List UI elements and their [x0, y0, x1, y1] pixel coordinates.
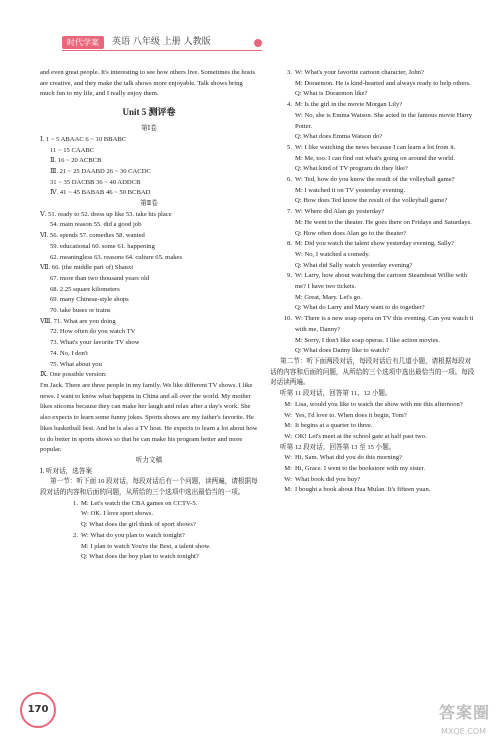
speaker: W:	[284, 475, 292, 483]
dialogue-text: Hi, Grace. I went to the bookstore with my sister.	[295, 465, 426, 473]
answer-line: 62. meaningless 63. reasons 64. culture 65. makes	[50, 253, 183, 261]
dialogue-line	[270, 303, 476, 314]
sample-essay: I'm Jack. There are three people in my family. We like different TV shows. I like news. I want to know what happens in China and all over the world. My mother likes sitcoms because they can make her laugh and relax after a day's work. She also expects to learn some funny jokes. Sports shows are my father's favorite. He likes basketball best. And he is also a TV host. He expects to learn a lot about how to do better in sports shows so that he can make his program better and more popular.	[40, 381, 258, 454]
dialogue-line	[270, 207, 476, 218]
dialogue-text: M: Sorry, I don't like soap operas. I like action movies.	[295, 336, 440, 344]
dialogue-1: 1. M: Let's watch the CBA games on CCTV-5. W: OK. I love sport shows. Q: What does the girl think of sport shows?	[73, 499, 198, 529]
dialogue-line	[270, 314, 476, 335]
dialogue-text: What book did you buy?	[295, 475, 361, 483]
answer-line: 75. What about you	[50, 360, 102, 368]
answer-line: Ⅱ. 16 ~ 20 ACBCB	[50, 157, 102, 165]
dialogue-line	[270, 411, 476, 422]
dialogue-number	[270, 229, 295, 240]
dialogue-text: M: I watched it on TV yesterday evening.	[295, 186, 405, 194]
dialogue-text: M: Doraemon. He is kind-hearted and always ready to help others.	[295, 79, 471, 87]
dialogue-number	[270, 336, 295, 347]
dialogue-text: Q: What is Doraemon like?	[295, 90, 368, 98]
watermark-url: MXQE.COM	[440, 727, 486, 736]
answer-line: Ⅰ. 1 ~ 5 ABAAC 6 ~ 10 BBABC	[40, 135, 127, 143]
speaker: M:	[284, 400, 292, 408]
dialogue-line	[270, 336, 476, 347]
dialogue-number	[270, 79, 295, 90]
dialogue-text: Q: What did Sally watch yesterday evening?	[295, 261, 413, 269]
dialogue-6	[270, 175, 476, 207]
dialogue-text: Q: What does Danny like to watch?	[295, 347, 389, 355]
dialogue-line	[270, 154, 476, 165]
dialogue-line	[270, 293, 476, 304]
dialogue-text: W: No, I watched a comedy.	[295, 250, 370, 258]
answer-line: 74. No, I don't	[50, 349, 89, 357]
watermark: 答案圈	[438, 703, 490, 722]
answer-line: 68. 2.25 square kilometers	[50, 285, 120, 293]
speaker: W:	[284, 454, 292, 462]
answer-line: 67. more than two thousand years old	[50, 274, 150, 282]
dialogue-number: 8.	[287, 240, 292, 248]
series-badge: 时代学案	[62, 36, 104, 49]
volume-2-heading: 第Ⅱ卷	[140, 200, 158, 208]
dialogue-number	[270, 218, 295, 229]
dialogue-line	[270, 346, 476, 357]
unit-title: Unit 5 测评卷	[122, 107, 176, 118]
dialogue-line	[270, 261, 476, 272]
section-1-instructions: 第一节：听下面 10 段对话，每段对话后有一个问题，读两遍，请根据每段对话的内容和后面的问题，从所给的三个选项中选出最恰当的一项。	[40, 478, 258, 497]
book-title: 英语 八年级 上册 人教版	[112, 37, 211, 47]
section-1-heading: Ⅰ. 听对话，选答案	[40, 467, 93, 475]
dialogue-line	[270, 100, 476, 111]
dialogue-number: 7.	[287, 208, 292, 216]
page-number: 170	[20, 692, 56, 728]
dialogue-text: W: Ted, how do you know the result of the volleyball game?	[295, 176, 455, 184]
answer-line: Ⅴ. 51. ready to 52. dress up like 53. take his place	[40, 210, 172, 218]
answer-line: 54. main reason 55. did a good job	[50, 221, 142, 229]
dialogue-text: Q: What kind of TV program do they like?	[295, 165, 408, 173]
right-column	[270, 68, 476, 496]
dialogue-text: OK! Let's meet at the school gate at half past two.	[295, 432, 427, 440]
dialogue-line	[270, 79, 476, 90]
dialogue-line	[270, 89, 476, 100]
speaker: W:	[284, 432, 292, 440]
dialogue-9	[270, 271, 476, 314]
dialogue-number: 3.	[287, 69, 292, 76]
dialogue-11	[270, 400, 476, 443]
section-2-instructions: 第二节：听下面两段对话，每段对话后有几道小题，请根据每段对话的内容和后面的问题，从所给的三个选项中选出最恰当的一项。每段对话读两遍。	[270, 357, 475, 387]
dialogue-2: 2. W: What do you plan to watch tonight? M: I plan to watch You're the Best, a talent show. Q: What does the boy plan to watch tonight?	[73, 531, 211, 561]
answer-line: Ⅶ. 66. (the middle part of) Shanxi	[40, 264, 134, 272]
dialogue-number	[270, 154, 295, 165]
dialogue-number: 5.	[287, 143, 292, 151]
header-dot-icon	[254, 39, 262, 47]
dialogue-line	[270, 218, 476, 229]
dialogue-text: It begins at a quarter to three.	[295, 422, 373, 430]
dialogue-number	[270, 196, 295, 207]
dialogue-line	[270, 132, 476, 143]
answer-line: 70. take buses or trains	[50, 307, 111, 315]
speaker: M:	[284, 422, 292, 430]
answer-line: Ⅲ. 21 ~ 25 DAABD 26 ~ 30 CACDC	[50, 167, 151, 175]
dialogue-number	[270, 346, 295, 357]
dialogue-line	[270, 432, 476, 443]
speaker: M:	[284, 486, 292, 494]
dialogue-number	[270, 303, 295, 314]
dialogue-line	[270, 175, 476, 186]
dialogue-line	[270, 485, 476, 496]
dialogue-number: 4.	[287, 101, 292, 109]
essay-continuation: and even great people. It's interesting to see how others live. Sometimes the hosts are creative, and they make the talk shows more enjoyable. Talk shows bring much fun to my life, and I really enjoy them.	[40, 69, 255, 98]
dialogue-line	[270, 239, 476, 250]
dialogue-text: Q: How does Ted know the result of the volleyball game?	[295, 197, 448, 205]
dialogue-number	[270, 89, 295, 100]
answer-line: 59. educational 60. some 61. happening	[50, 242, 155, 250]
dialogue-line	[270, 453, 476, 464]
dialogue-line	[270, 111, 476, 132]
dialogue-text: M: Is the girl in the movie Morgan Lily?	[295, 101, 403, 109]
dialogue-11-heading: 听第 11 段对话，回答第 11、12 小题。	[280, 390, 392, 398]
dialogue-text: W: I like watching the news because I can learn a lot from it.	[295, 143, 456, 151]
dialogue-number: 9.	[287, 272, 292, 280]
dialogue-line	[270, 400, 476, 411]
dialogue-text: Hi, Sam. What did you do this morning?	[295, 454, 403, 462]
answer-line: Ⅷ. 71. What are you doing	[40, 317, 116, 325]
answer-line: Ⅳ. 41 ~ 45 BABAB 46 ~ 50 BCBAD	[50, 189, 151, 197]
dialogue-text: W: No, she is Emma Watson. She acted in the famous movie Harry Potter.	[295, 111, 473, 130]
dialogue-line	[270, 164, 476, 175]
dialogue-text: I bought a book about Hua Mulan. It's fifteen yuan.	[295, 486, 431, 494]
dialogue-line	[270, 196, 476, 207]
dialogue-line	[270, 421, 476, 432]
answer-line: 31 ~ 35 DACBB 36 ~ 40 ADDCB	[50, 178, 141, 186]
dialogue-text: W: Where did Alan go yesterday?	[295, 208, 385, 216]
header-rule	[62, 50, 262, 51]
listening-script-title: 听力文稿	[135, 456, 163, 464]
dialogue-number	[270, 293, 295, 304]
dialogue-line	[270, 186, 476, 197]
volume-1-heading: 第Ⅰ卷	[141, 125, 157, 133]
dialogue-12	[270, 453, 476, 496]
dialogue-text: W: What's your favorite cartoon character, John?	[295, 69, 424, 76]
dialogue-10	[270, 314, 476, 357]
listening-dialogues	[270, 68, 476, 357]
dialogue-number	[270, 111, 295, 132]
answer-line: Ⅸ. One possible version:	[40, 371, 107, 379]
dialogue-number	[270, 261, 295, 272]
dialogue-number	[270, 164, 295, 175]
dialogue-3	[270, 68, 476, 100]
dialogue-8	[270, 239, 476, 271]
speaker: M:	[284, 465, 292, 473]
answer-line: 11 ~ 15 CAABC	[50, 146, 95, 154]
dialogue-text: Lisa, would you like to watch the show with me this afternoon?	[295, 400, 463, 408]
dialogue-number: 10.	[283, 315, 292, 323]
dialogue-4	[270, 100, 476, 143]
speaker: W:	[284, 411, 292, 419]
dialogue-12-heading: 听第 12 段对话，回答第 13 至 15 小题。	[280, 443, 396, 451]
dialogue-line	[270, 143, 476, 154]
dialogue-text: M: Me, too. I can find out what's going on around the world.	[295, 154, 455, 162]
dialogue-number: 6.	[287, 176, 292, 184]
dialogue-text: M: Great, Mary. Let's go.	[295, 293, 362, 301]
dialogue-line	[270, 475, 476, 486]
answer-key-part-2	[40, 210, 258, 381]
dialogue-text: M: Did you watch the talent show yesterday evening, Sally?	[295, 240, 454, 248]
dialogue-text: W: Larry, how about watching the cartoon Steamboat Willie with me? I have two tickets.	[295, 272, 468, 291]
dialogue-number	[270, 250, 295, 261]
answer-line: 73. What's your favorite TV show	[50, 339, 140, 347]
dialogue-7	[270, 207, 476, 239]
answer-key-part-1	[40, 135, 258, 199]
left-column	[40, 68, 258, 563]
dialogue-5	[270, 143, 476, 175]
dialogue-line	[270, 250, 476, 261]
dialogue-text: Yes, I'd love to. When does it begin, Tom?	[295, 411, 407, 419]
dialogue-line	[270, 271, 476, 292]
answer-line: 69. many Chinese-style shops	[50, 296, 129, 304]
dialogue-number	[270, 132, 295, 143]
dialogue-number	[270, 186, 295, 197]
dialogue-text: Q: What do Larry and Mary want to do together?	[295, 304, 425, 312]
answer-line: 72. How often do you watch TV	[50, 328, 136, 336]
dialogue-line	[270, 68, 476, 79]
dialogue-text: W: There is a new soap opera on TV this evening. Can you watch it with me, Danny?	[295, 315, 474, 333]
dialogue-text: Q: How often does Alan go to the theater?	[295, 229, 407, 237]
dialogue-text: Q: What does Emma Watson do?	[295, 133, 383, 141]
answer-line: Ⅵ. 56. spends 57. comedies 58. wanted	[40, 232, 145, 240]
page-header	[62, 34, 362, 50]
dialogue-line	[270, 464, 476, 475]
dialogue-line	[270, 229, 476, 240]
dialogue-text: M: He went to the theater. He goes there on Fridays and Saturdays.	[295, 218, 472, 226]
